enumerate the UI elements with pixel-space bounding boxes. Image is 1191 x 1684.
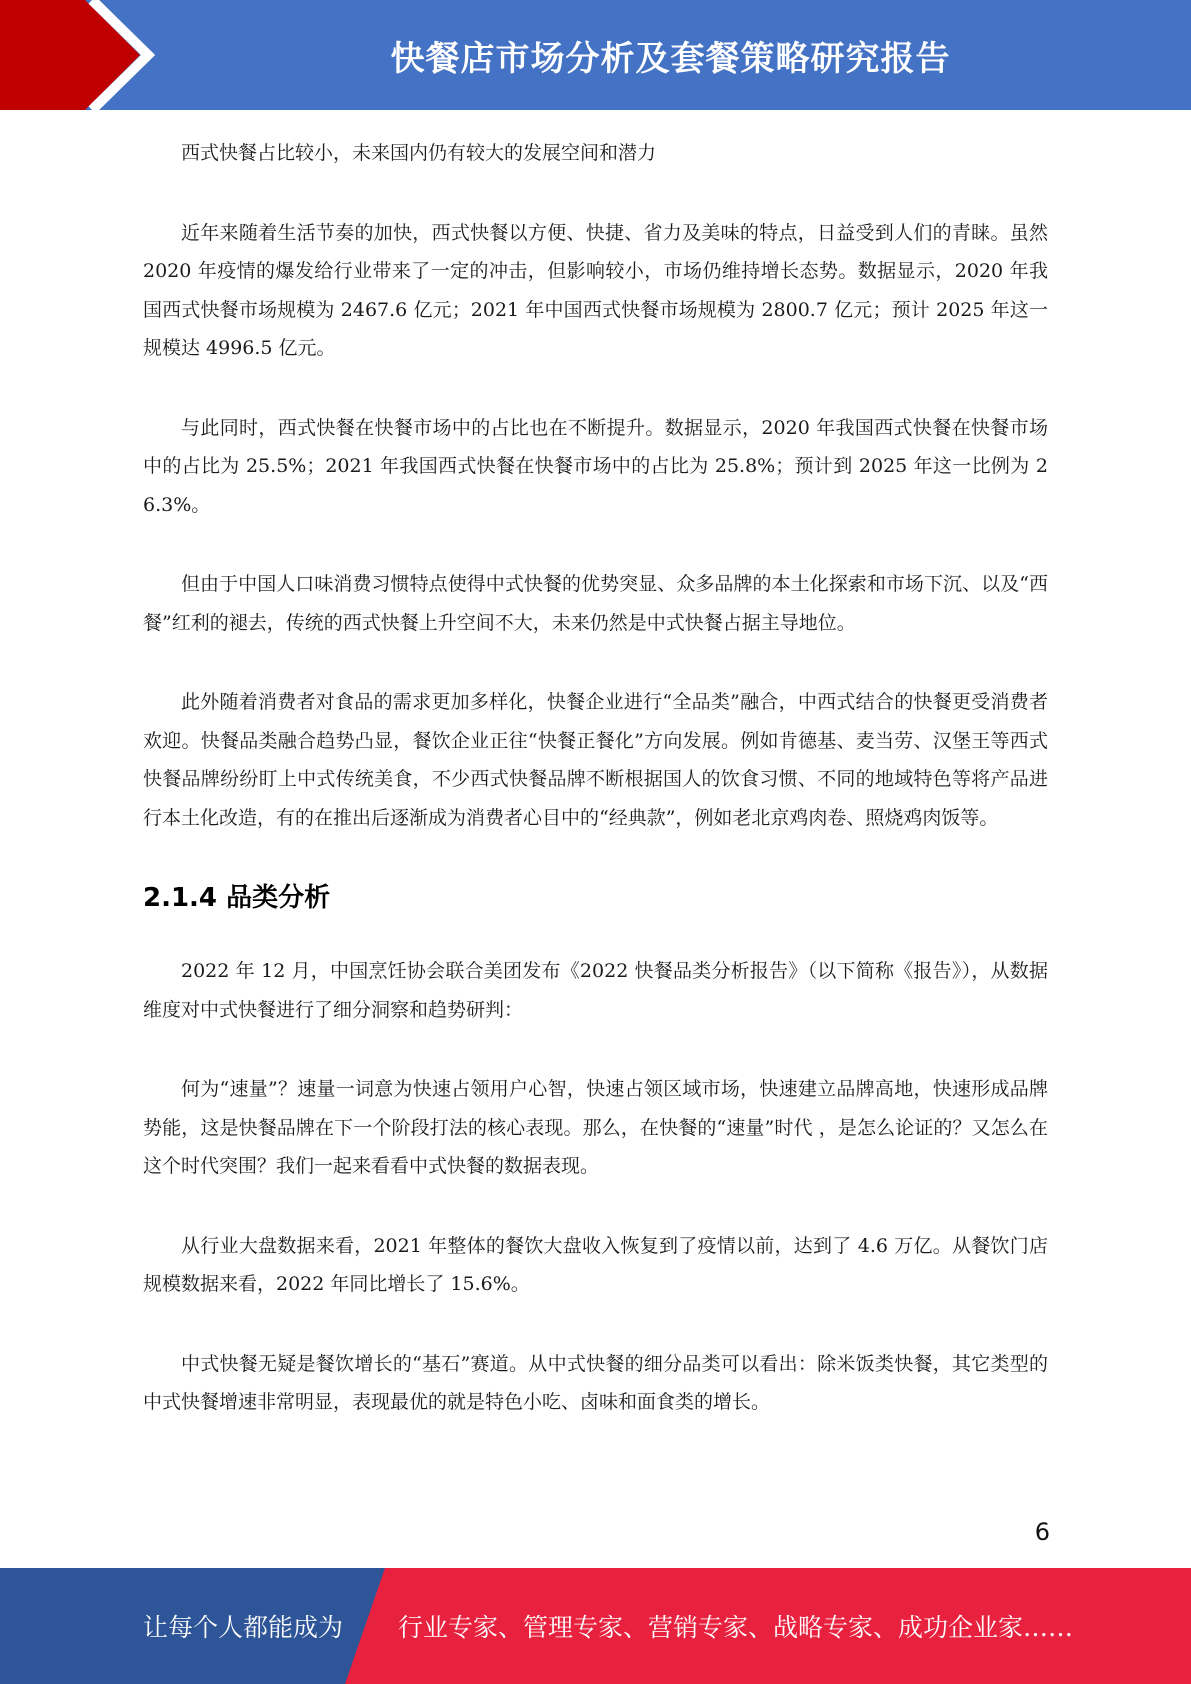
- paragraph: 此外随着消费者对食品的需求更加多样化，快餐企业进行“全品类”融合，中西式结合的快餐更受消费者欢迎。快餐品类融合趋势凸显，餐饮企业正往“快餐正餐化”方向发展。例如肯德基、麦当劳、汉堡王等西式快餐品牌纷纷盯上中式传统美食，不少西式快餐品牌不断根据国人的饮食习惯、不同的地域特色等将产品进行本土化改造，有的在推出后逐渐成为消费者心目中的“经典款”，例如老北京鸡肉卷、照烧鸡肉饭等。: [143, 691, 1048, 829]
- footer-slogan-right: 行业专家、管理专家、营销专家、战略专家、成功企业家……: [398, 1613, 1074, 1642]
- footer-slogan-left: 让每个人都能成为: [143, 1613, 344, 1642]
- section-heading: 2.1.4 品类分析: [143, 883, 331, 913]
- header-arrow-decoration: [0, 0, 160, 110]
- page-number: 6: [1034, 1518, 1050, 1546]
- paragraph: 何为“速量”？速量一词意为快速占领用户心智，快速占领区域市场，快速建立品牌高地，快速形成品牌势能，这是快餐品牌在下一个阶段打法的核心表现。那么，在快餐的“速量”时代 ，是怎么论证的？又怎么在这个时代突围？我们一起来看看中式快餐的数据表现。: [143, 1078, 1048, 1177]
- page-footer: [0, 1568, 1191, 1684]
- paragraph: 与此同时，西式快餐在快餐市场中的占比也在不断提升。数据显示，2020 年我国西式快餐在快餐市场中的占比为 25.5%；2021 年我国西式快餐在快餐市场中的占比为 25.8%；预计到 2025 年这一比例为 26.3%。: [143, 416, 1048, 516]
- document-body: [143, 134, 1048, 1463]
- page-header: [0, 0, 1191, 110]
- report-title: 快餐店市场分析及套餐策略研究报告: [390, 38, 951, 79]
- paragraph: 从行业大盘数据来看，2021 年整体的餐饮大盘收入恢复到了疫情以前，达到了 4.6 万亿。从餐饮门店规模数据来看，2022 年同比增长了 15.6%。: [143, 1234, 1048, 1295]
- paragraph: 但由于中国人口味消费习惯特点使得中式快餐的优势突显、众多品牌的本土化探索和市场下沉、以及“西餐”红利的褪去，传统的西式快餐上升空间不大，未来仍然是中式快餐占据主导地位。: [143, 573, 1048, 634]
- paragraph: 西式快餐占比较小，未来国内仍有较大的发展空间和潜力: [181, 142, 657, 164]
- paragraph: 中式快餐无疑是餐饮增长的“基石”赛道。从中式快餐的细分品类可以看出：除米饭类快餐，其它类型的中式快餐增速非常明显，表现最优的就是特色小吃、卤味和面食类的增长。: [143, 1352, 1048, 1413]
- paragraph: 近年来随着生活节奏的加快，西式快餐以方便、快捷、省力及美味的特点，日益受到人们的青睐。虽然 2020 年疫情的爆发给行业带来了一定的冲击，但影响较小，市场仍维持增长态势。数据显示，2020 年我国西式快餐市场规模为 2467.6 亿元；2021 年中国西式快餐市场规模为 2800.7 亿元；预计 2025 年这一规模达 4996.5 亿元。: [143, 221, 1048, 359]
- paragraph: 2022 年 12 月，中国烹饪协会联合美团发布《2022 快餐品类分析报告》（以下简称《报告》），从数据维度对中式快餐进行了细分洞察和趋势研判：: [143, 960, 1048, 1021]
